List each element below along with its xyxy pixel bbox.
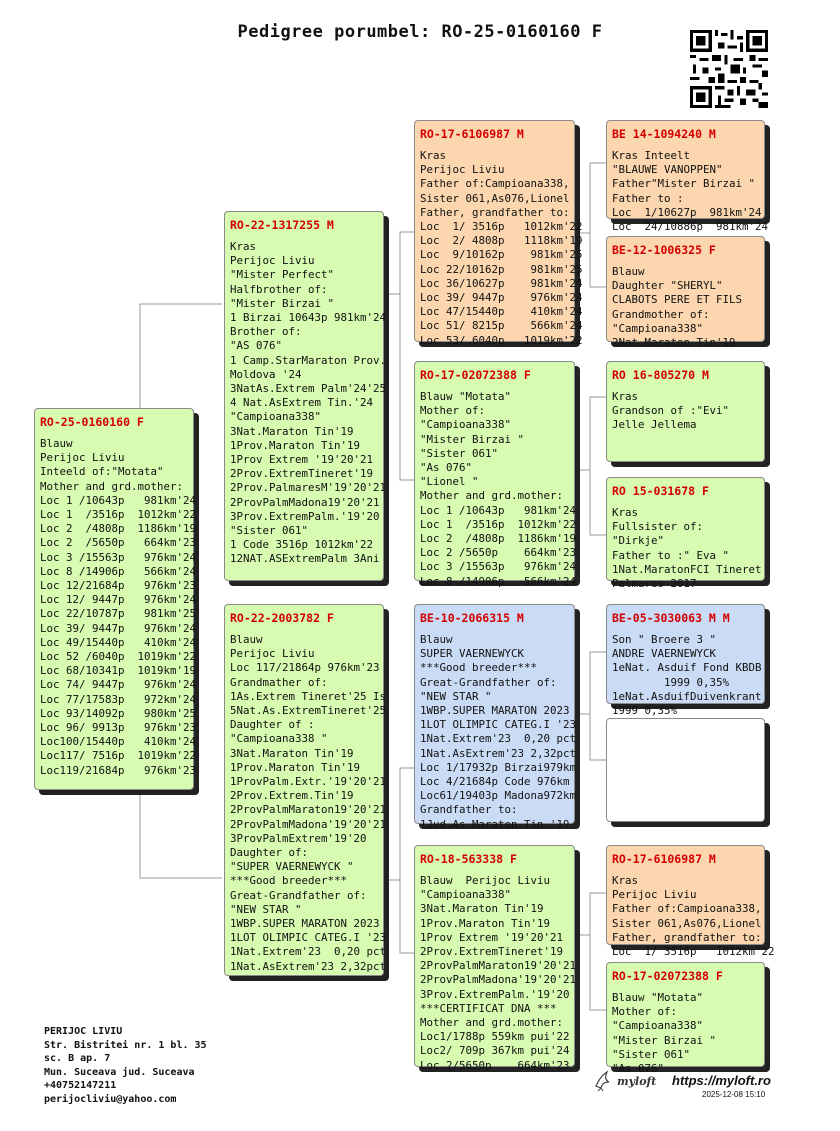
pedigree-card-fm-mother[interactable] — [606, 477, 765, 591]
pedigree-card-subject[interactable] — [34, 408, 197, 790]
owner-contact-info: PERIJOC LIVIU Str. Bistritei nr. 1 bl. 35 sc. B ap. 7 Mun. Suceava jud. Suceava +40752147211 perijocliviu@yahoo.com — [44, 1026, 207, 1105]
ring-number: RO 15-031678 F — [612, 484, 709, 498]
ring-number: RO 16-805270 M — [612, 368, 709, 382]
pedigree-card-ff-mother[interactable] — [606, 236, 765, 350]
ring-number: BE-05-3030063 M M — [612, 611, 730, 625]
ring-number: RO-25-0160160 F — [40, 415, 144, 429]
brand-logo — [593, 1070, 656, 1092]
pedigree-card-mf-mother-empty[interactable] — [606, 718, 765, 822]
card-details: Kras Perijoc Liviu "Mister Perfect" Halfbrother of: "Mister Birzai " 1 Birzai 10643p 981km'24 Brother of: "AS 076" 1 Camp.StarMaraton Prov. Moldova '24 3NatAs.Extrem Palm'24'25 4 Nat.AsExtrem Tin.'24 "Campioana338" 3Nat.Maraton Tin'19 1Prov.Maraton Tin'19 1Prov Extrem '19'20'21 2Prov.ExtremTineret'19 2Prov.PalmaresM'19'20'21 2ProvPalmMadona19'20'21 3Prov.ExtremPalm.'19'20 "Sister 061" 1 Code 3516p 1012km'22 12NAT.ASExtremPalm 3Ani — [230, 240, 387, 566]
card-details: Blauw "Motata" Mother of: "Campioana338" "Mister Birzai " "Sister 061" "As 076" "Lionel " Mother and grd.mother: Loc 1 /10643p 981km'24 Loc 1 /3516p 1012km'22 Loc 2 /4808p 1186km'19 Loc 2 /5650p 664km'23 Loc 3 /15563p 976km'24 Loc 8 /14906p 566km'24 — [420, 390, 577, 588]
ring-number: RO-17-02072388 F — [612, 969, 723, 983]
pedigree-card-maternal-grandfather[interactable] — [414, 604, 577, 831]
ring-number: RO-22-1317255 M — [230, 218, 334, 232]
ring-number: BE-12-1006325 F — [612, 243, 716, 257]
print-timestamp: 2025-12-08 15:10 — [702, 1090, 766, 1099]
pedigree-card-mf-father[interactable] — [606, 604, 765, 718]
pedigree-card-mm-mother[interactable] — [606, 962, 765, 1076]
card-details: Kras Fullsister of: "Dirkje" Father to :" Eva " 1Nat.MaratonFCI Tineret Palmares 2017 — [612, 506, 762, 591]
pedigree-card-mother[interactable] — [224, 604, 387, 976]
card-details: Son " Broere 3 " ANDRE VAERNEWYCK 1eNat. Asduif Fond KBDB 1999 0,35% 1eNat.AsduifDuivenkrant 1999 0,35% — [612, 633, 762, 718]
page-title: Pedigree porumbel: RO-25-0160160 F — [237, 22, 603, 42]
card-details: Blauw Perijoc Liviu Loc 117/21864p 976km'23 Grandmather of: 1As.Extrem Tineret'25 Is 5Nat.As.ExtremTineret'25 Daughter of : "Campioana338 " 3Nat.Maraton Tin'19 1Prov.Maraton Tin'19 1ProvPalm.Extr.'19'20'21 2Prov.Extrem.Tin'19 2ProvPalmMaraton19'20'21 2ProvPalmMadona'19'20'21 3ProvPalmExtrem'19'20 Daughter of: "SUPER VAERNEWYCK " ***Good breeder*** Great-Grandfather of: "NEW STAR " 1WBP.SUPER MARATON 2023 1LOT OLIMPIC CATEG.I '23 1Nat.Extrem'23 0,20 pct 1Nat.AsExtrem'23 2,32pct — [230, 633, 387, 973]
ring-number: RO-17-02072388 F — [420, 368, 531, 382]
pedigree-card-mm-father[interactable] — [606, 845, 775, 959]
card-details: Kras Inteelt "BLAUWE VANOPPEN" Father"Mister Birzai " Father to : Loc 1/10627p 981km'24 Loc 24/10886p 981km'24 — [612, 149, 769, 234]
card-details: Blauw Perijoc Liviu Inteeld of:"Motata" Mother and grd.mother: Loc 1 /10643p 981km'24 Loc 1 /3516p 1012km'22 Loc 2 /4808p 1186km'19 Loc 2 /5650p 664km'23 Loc 3 /15563p 976km'24 Loc 8 /14906p 566km'24 Loc 12/21684p 976km'23 Loc 12/ 9447p 976km'24 Loc 22/10787p 981km'25 Loc 39/ 9447p 976km'24 Loc 49/15440p 410km'24 Loc 52 /6040p 1019km'22 Loc 68/10341p 1019km'19 Loc 74/ 9447p 976km'24 Loc 77/17583p 972km'24 Loc 93/14092p 980km'25 Loc 96/ 9913p 976km'23 Loc100/15440p 410km'24 Loc117/ 7516p 1019km'22 Loc119/21684p 976km'23 — [40, 437, 197, 777]
qr-code-icon — [690, 30, 768, 108]
card-details: Kras Perijoc Liviu Father of:Campioana338, Sister 061,As076,Lionel Father, grandfather to: Loc 1/ 3516p 1012km'22 — [612, 874, 775, 959]
pedigree-card-paternal-grandfather[interactable] — [414, 120, 583, 347]
pedigree-card-father[interactable] — [224, 211, 387, 581]
pedigree-card-fm-father[interactable] — [606, 361, 765, 462]
ring-number: RO-22-2003782 F — [230, 611, 334, 625]
card-details: Blauw Perijoc Liviu "Campioana338" 3Nat.Maraton Tin'19 1Prov.Maraton Tin'19 1Prov Extrem '19'20'21 2Prov.ExtremTineret'19 2ProvPalmMaraton19'20'21 2ProvPalmMadona'19'20'21 3Prov.ExtremPalm.'19'20 ***CERTIFICAT DNA *** Mother and grd.mother: Loc1/1788p 559km pui'22 Loc2/ 709p 367km pui'24 Loc 2/5650p 664km'23 — [420, 874, 577, 1072]
pedigree-card-paternal-grandmother[interactable] — [414, 361, 577, 588]
card-details: Blauw SUPER VAERNEWYCK ***Good breeder*** Great-Grandfather of: "NEW STAR " 1WBP.SUPER MARATON 2023 1LOT OLIMPIC CATEG.I '23 1Nat.Extrem'23 0,20 pct 1Nat.AsExtrem'23 2,32pct Loc 1/17932p Birzai979km Loc 4/21684p Code 976km Loc61/19403p Madona972km Grandfather to: 1Jud.As.Maraton Tin.'19 — [420, 633, 577, 831]
pedigree-card-ff-father[interactable] — [606, 120, 769, 234]
website-link[interactable]: https://myloft.ro — [672, 1073, 771, 1088]
pedigree-card-maternal-grandmother[interactable] — [414, 845, 577, 1072]
ring-number: BE-10-2066315 M — [420, 611, 524, 625]
card-details: Blauw "Motata" Mother of: "Campioana338" "Mister Birzai " "Sister 061" "As 076" — [612, 991, 717, 1076]
ring-number: RO-17-6106987 M — [612, 852, 716, 866]
card-details: Kras Grandson of :"Evi" Jelle Jellema — [612, 390, 730, 432]
ring-number: RO-17-6106987 M — [420, 127, 524, 141]
card-details: Blauw Daughter "SHERYL" CLABOTS PERE ET FILS Grandmother of: "Campioana338" 2Nat.Maraton Tin'19 — [612, 265, 743, 350]
card-details: Kras Perijoc Liviu Father of:Campioana338, Sister 061,As076,Lionel Father, grandfather to: Loc 1/ 3516p 1012km'22 Loc 2/ 4808p 1118km'19 Loc 9/10162p 981km'25 Loc 22/10162p 981km'25 Loc 36/10627p 981km'24 Loc 39/ 9447p 976km'24 Loc 47/15440p 410km'24 Loc 51/ 8215p 566km'24 Loc 53/ 6040p 1019km'22 — [420, 149, 583, 347]
bird-logo-icon — [593, 1070, 613, 1092]
ring-number: BE 14-1094240 M — [612, 127, 716, 141]
brand-name: myloft — [617, 1074, 657, 1088]
ring-number: RO-18-563338 F — [420, 852, 517, 866]
